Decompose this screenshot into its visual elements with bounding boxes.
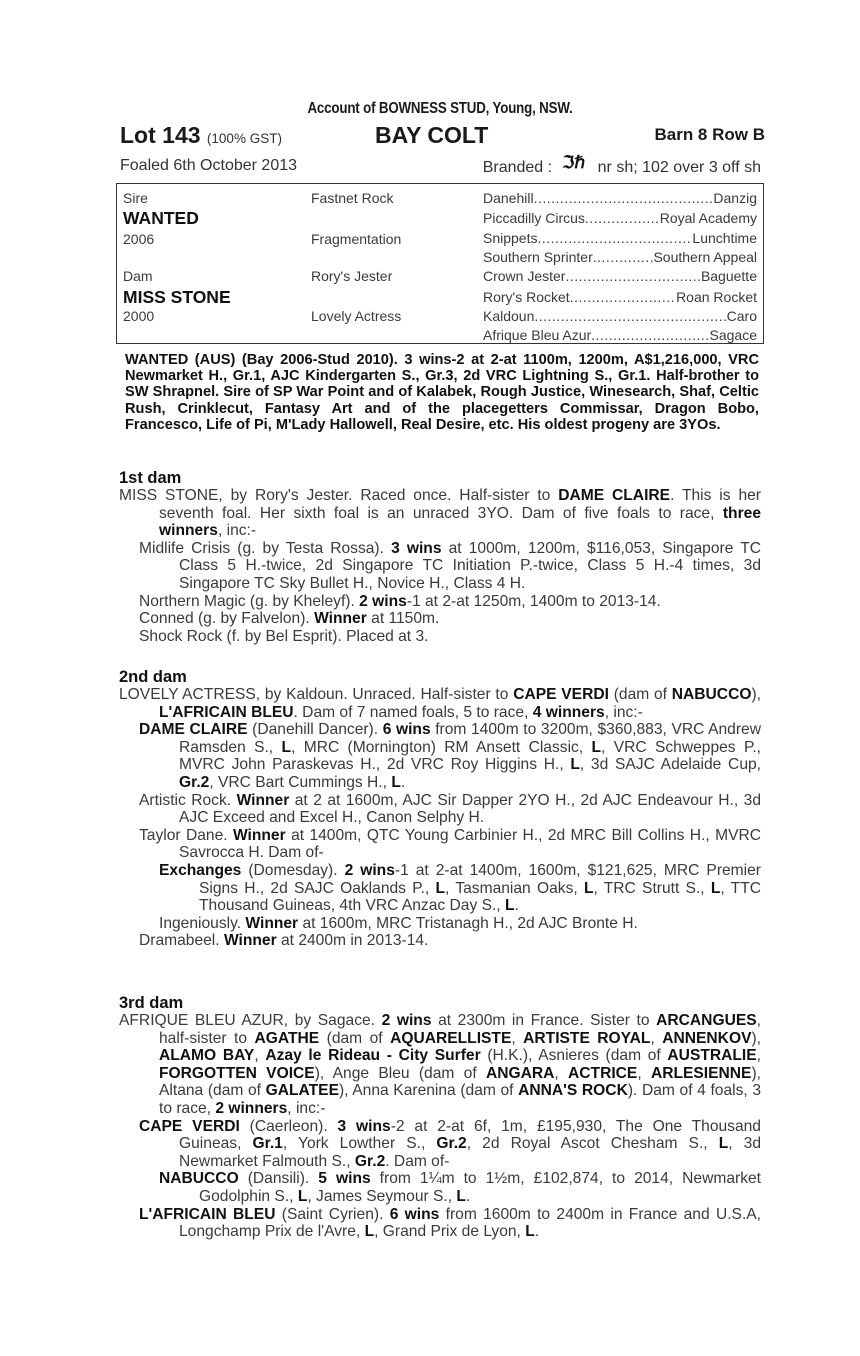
brand-info bbox=[482, 153, 761, 177]
pedigree-entry: LOVELY ACTRESS, by Kaldoun. Unraced. Half-sister to CAPE VERDI (dam of NABUCCO), L'AFRICAIN BLEU. Dam of 7 named foals, 5 to race, 4 winners, inc:- bbox=[119, 686, 761, 721]
sire-name: WANTED bbox=[123, 208, 199, 228]
grandparent-row bbox=[483, 190, 757, 206]
gst-note: (100% GST) bbox=[206, 131, 282, 146]
grandparent-row bbox=[483, 327, 757, 343]
leader-dots bbox=[534, 308, 726, 324]
entry-list bbox=[119, 1012, 761, 1241]
first-dam-section bbox=[119, 469, 761, 645]
dam-label: Dam bbox=[123, 268, 153, 284]
gp-right: Baguette bbox=[700, 268, 757, 284]
pedigree-table bbox=[116, 183, 764, 344]
lot-label: Lot 143 bbox=[120, 122, 201, 148]
grandparent-row bbox=[483, 308, 757, 324]
leader-dots bbox=[591, 327, 709, 343]
gp-right: Roan Rocket bbox=[676, 289, 757, 305]
pedigree-entry: Ingeniously. Winner at 1600m, MRC Tristanagh H., 2d AJC Bronte H. bbox=[159, 914, 638, 932]
leader-dots bbox=[593, 249, 654, 265]
dam-dam: Lovely Actress bbox=[311, 308, 402, 324]
gp-right: Royal Academy bbox=[659, 210, 757, 226]
gp-left: Crown Jester bbox=[483, 268, 566, 284]
second-dam-section bbox=[119, 668, 761, 950]
pedigree-entry: Taylor Dane. Winner at 1400m, QTC Young Carbinier H., 2d MRC Bill Collins H., MVRC Savrocca H. Dam of- bbox=[139, 826, 762, 862]
gp-left: Rory's Rocket bbox=[483, 289, 570, 305]
sire-dam: Fragmentation bbox=[311, 231, 402, 247]
pedigree-entry: Shock Rock (f. by Bel Esprit). Placed at 3. bbox=[139, 627, 429, 645]
foaled-date: Foaled 6th October 2013 bbox=[120, 157, 298, 174]
gp-right: Lunchtime bbox=[692, 230, 757, 246]
gp-right: Danzig bbox=[713, 190, 757, 206]
leader-dots bbox=[565, 268, 700, 284]
dam-sire: Rory's Jester bbox=[311, 268, 393, 284]
pedigree-entry: Exchanges (Domesday). 2 wins-1 at 2-at 1400m, 1600m, $121,625, MRC Premier Signs H., 2d SAJC Oaklands P., L, Tasmanian Oaks, L, TRC Strutt S., L, TTC Thousand Guineas, 4th VRC Anzac Day S., L. bbox=[159, 861, 762, 915]
leader-dots bbox=[534, 190, 714, 206]
gp-left: Kaldoun bbox=[483, 308, 535, 324]
gp-left: Afrique Bleu Azur bbox=[483, 327, 592, 343]
grandparent-row bbox=[483, 268, 757, 284]
grandparent-row bbox=[483, 249, 757, 265]
lot-number bbox=[120, 122, 282, 149]
grandparent-row bbox=[483, 289, 757, 305]
barn-location: Barn 8 Row B bbox=[654, 125, 765, 144]
section-heading: 1st dam bbox=[119, 469, 182, 487]
pedigree-entry: DAME CLAIRE (Danehill Dancer). 6 wins from 1400m to 3200m, $360,883, VRC Andrew Ramsden S., L, MRC (Mornington) RM Ansett Classic, L, VRC Schweppes P., MVRC John Paraskevas H., 2d VRC Roy Higgins H., L, 3d SAJC Adelaide Cup, Gr.2, VRC Bart Cummings H., L. bbox=[139, 721, 761, 791]
brand-description: nr sh; 102 over 3 off sh bbox=[597, 159, 761, 176]
gp-left: Southern Sprinter bbox=[483, 249, 593, 265]
branded-label: Branded : bbox=[482, 159, 553, 176]
gp-right: Caro bbox=[726, 308, 757, 324]
vendor-account: Account of BOWNESS STUD, Young, NSW. bbox=[307, 100, 573, 117]
leader-dots bbox=[585, 210, 660, 226]
brand-mark-icon: ℑℏ bbox=[562, 153, 586, 172]
gp-left: Piccadilly Circus bbox=[483, 210, 585, 226]
lot-header bbox=[120, 122, 765, 148]
gp-right: Sagace bbox=[709, 327, 757, 343]
pedigree-entry: Northern Magic (g. by Kheleyf). 2 wins-1 at 2-at 1250m, 1400m to 2013-14. bbox=[139, 592, 661, 610]
leader-dots bbox=[537, 230, 692, 246]
sire-summary: WANTED (AUS) (Bay 2006-Stud 2010). 3 wins-2 at 2-at 1100m, 1200m, A$1,216,000, VRC Newmarket H., Gr.1, AJC Kindergarten S., Gr.3, 2d VRC Lightning S., Gr.1. Half-brother to SW Shrapnel. Sire of SP War Point and of Kalabek, Rough Justice, Winesearch, Shaf, Celtic Rush, Crinklecut, Fantasy Art and of the placegetters Commissar, Dragon Bobo, Francesco, Life of Pi, M'Lady Hallowell, Real Desire, etc. His oldest progeny are 3YOs. bbox=[125, 352, 759, 433]
pedigree-entry: NABUCCO (Dansili). 5 wins from 1¼m to 1½m, £102,874, to 2014, Newmarket Godolphin S., L, James Seymour S., L. bbox=[159, 1170, 761, 1205]
pedigree-entry: Artistic Rock. Winner at 2 at 1600m, AJC Sir Dapper 2YO H., 2d AJC Endeavour H., 3d AJC Exceed and Excel H., Canon Selphy H. bbox=[139, 791, 761, 827]
pedigree-entry: Midlife Crisis (g. by Testa Rossa). 3 wins at 1000m, 1200m, $116,053, Singapore TC Class 5 H.-twice, 2d Singapore TC Initiation P.-twice, Class 5 H.-4 times, 3d Singapore TC Sky Bullet H., Novice H., Class 4 H. bbox=[139, 539, 761, 592]
third-dam-section bbox=[119, 994, 761, 1241]
gp-left: Danehill bbox=[483, 190, 534, 206]
pedigree-entry: CAPE VERDI (Caerleon). 3 wins-2 at 2-at 6f, 1m, £195,930, The One Thousand Guineas, Gr.1, York Lowther S., Gr.2, 2d Royal Ascot Chesham S., L, 3d Newmarket Falmouth S., Gr.2. Dam of- bbox=[139, 1117, 761, 1170]
gp-left: Snippets bbox=[483, 230, 538, 246]
pedigree-entry: AFRIQUE BLEU AZUR, by Sagace. 2 wins at 2300m in France. Sister to ARCANGUES, half-sister to AGATHE (dam of AQUARELLISTE, ARTISTE ROYAL, ANNENKOV), ALAMO BAY, Azay le Rideau - City Surfer (H.K.), Asnieres (dam of AUSTRALIE, FORGOTTEN VOICE), Ange Bleu (dam of ANGARA, ACTRICE, ARLESIENNE), Altana (dam of GALATEE), Anna Karenina (dam of ANNA'S ROCK). Dam of 4 foals, 3 to race, 2 winners, inc:- bbox=[119, 1012, 762, 1117]
pedigree-entry: MISS STONE, by Rory's Jester. Raced once. Half-sister to DAME CLAIRE. This is her seventh foal. Her sixth foal is an unraced 3YO. Dam of five foals to race, three winners, inc:- bbox=[119, 487, 761, 540]
grandparent-row bbox=[483, 210, 757, 226]
sire-year: 2006 bbox=[123, 231, 155, 247]
dam-name: MISS STONE bbox=[123, 287, 231, 307]
entry-list bbox=[119, 686, 761, 950]
sire-sire: Fastnet Rock bbox=[311, 190, 394, 206]
entry-list bbox=[119, 487, 761, 645]
colour-sex: BAY COLT bbox=[375, 122, 489, 148]
sire-label: Sire bbox=[123, 190, 148, 206]
pedigree-entry: Conned (g. by Falvelon). Winner at 1150m. bbox=[139, 610, 440, 628]
grandparent-row bbox=[483, 230, 757, 246]
gp-right: Southern Appeal bbox=[653, 249, 757, 265]
section-heading: 3rd dam bbox=[119, 994, 184, 1012]
pedigree-entry: Dramabeel. Winner at 2400m in 2013-14. bbox=[139, 932, 429, 950]
section-heading: 2nd dam bbox=[119, 668, 187, 686]
pedigree-entry: L'AFRICAIN BLEU (Saint Cyrien). 6 wins from 1600m to 2400m in France and U.S.A, Longchamp Prix de l'Avre, L, Grand Prix de Lyon, L. bbox=[139, 1205, 762, 1241]
leader-dots bbox=[570, 289, 676, 305]
dam-year: 2000 bbox=[123, 308, 155, 324]
